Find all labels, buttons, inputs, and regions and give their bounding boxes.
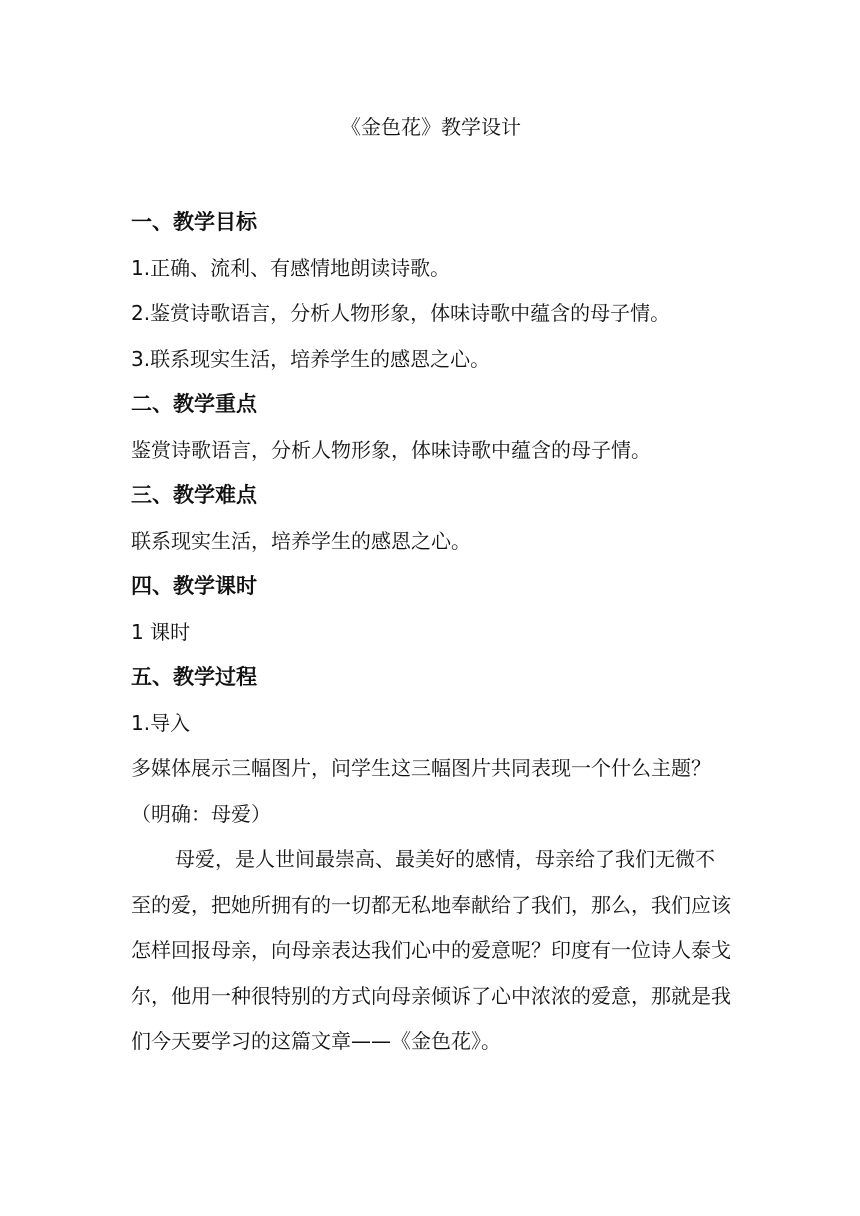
section-heading-key-points: 二、教学重点 xyxy=(131,392,257,416)
document-body xyxy=(131,200,731,1065)
section-heading-process: 五、教学过程 xyxy=(131,665,257,689)
section-heading-goals: 一、教学目标 xyxy=(131,210,257,234)
section-heading-difficulties: 三、教学难点 xyxy=(131,483,257,507)
process-paragraph: 母爱，是人世间最崇高、最美好的感情，母亲给了我们无微不至的爱，把她所拥有的一切都无私地奉献给了我们，那么，我们应该怎样回报母亲，向母亲表达我们心中的爱意呢？印度有一位诗人泰戈尔，他用一种很特别的方式向母亲倾诉了心中浓浓的爱意，那就是我们今天要学习的这篇文章——《金色花》。 xyxy=(131,847,731,1053)
goal-item: 3.联系现实生活，培养学生的感恩之心。 xyxy=(131,346,491,371)
document-title: 《金色花》教学设计 xyxy=(341,115,521,139)
goal-item: 1.正确、流利、有感情地朗读诗歌。 xyxy=(131,255,451,280)
difficulties-text: 联系现实生活，培养学生的感恩之心。 xyxy=(131,528,471,553)
hours-text: 1 课时 xyxy=(131,619,191,644)
section-heading-hours: 四、教学课时 xyxy=(131,574,257,598)
process-paragraph: 多媒体展示三幅图片，问学生这三幅图片共同表现一个什么主题？（明确：母爱） xyxy=(131,756,711,826)
goal-item: 2.鉴赏诗歌语言，分析人物形象，体味诗歌中蕴含的母子情。 xyxy=(131,301,671,325)
key-points-text: 鉴赏诗歌语言，分析人物形象，体味诗歌中蕴含的母子情。 xyxy=(131,437,651,462)
process-step-label: 1.导入 xyxy=(131,710,191,735)
